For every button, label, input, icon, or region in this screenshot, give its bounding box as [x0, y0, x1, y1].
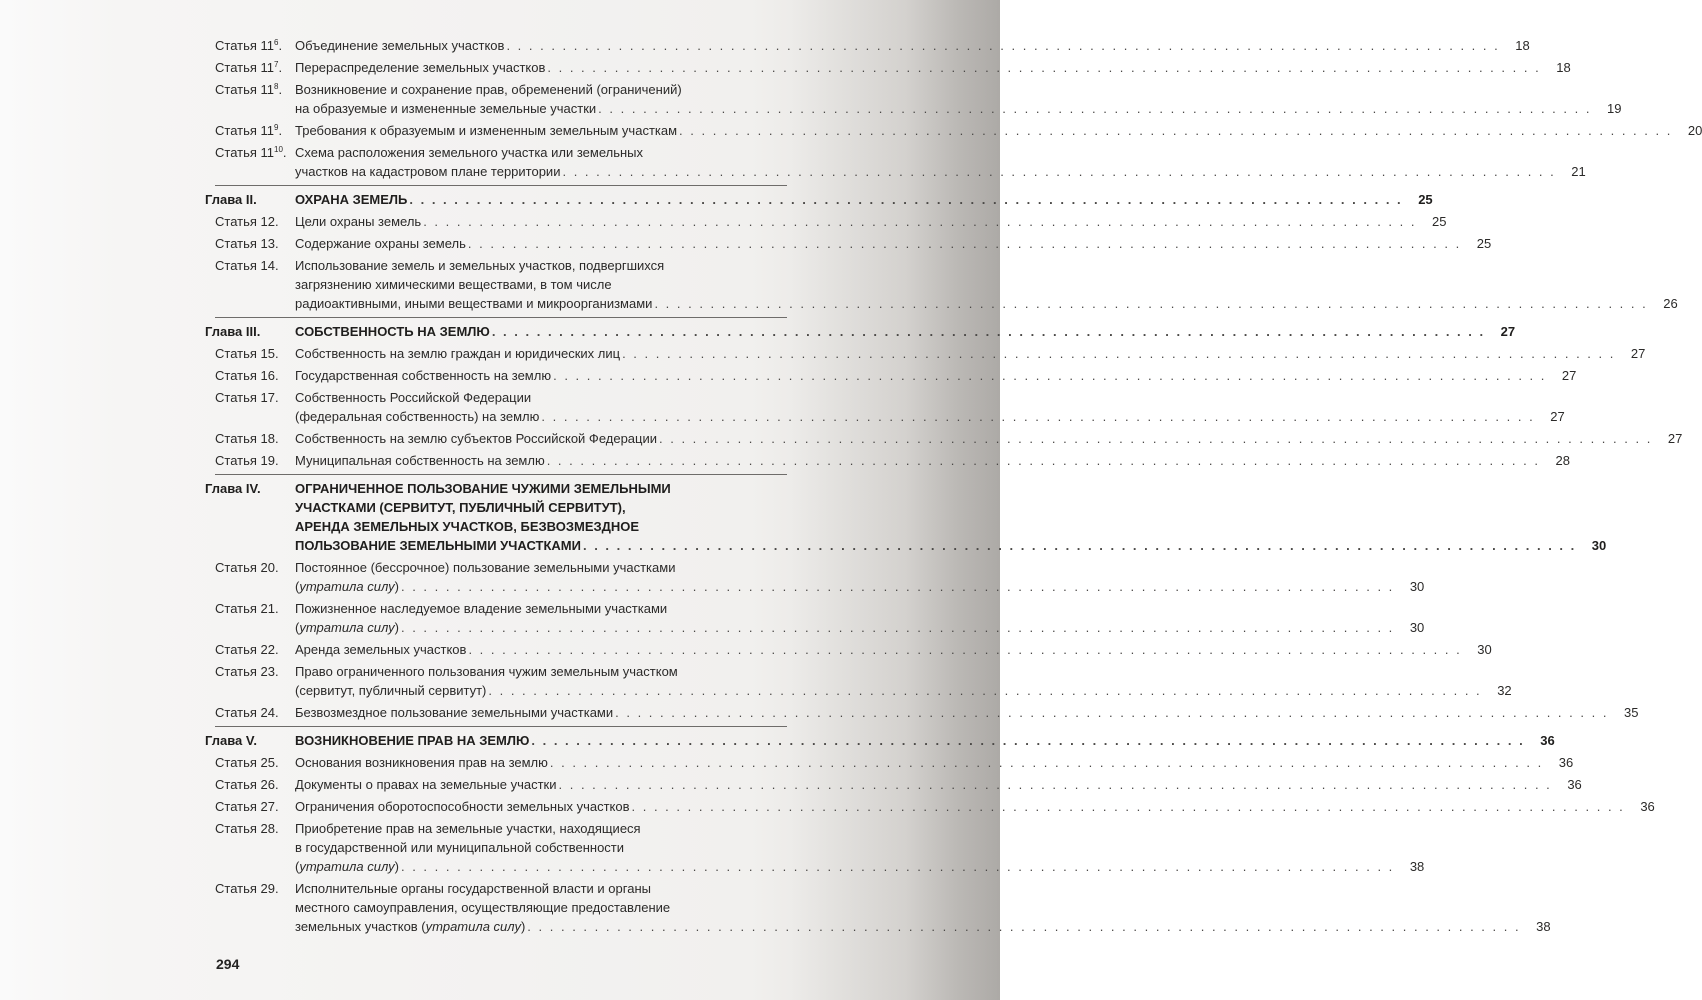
entry-title-line: Собственность на землю граждан и юридических лиц — [295, 346, 621, 361]
entry-label-superscript: 10 — [274, 145, 283, 154]
entry-page-number: 30 — [1477, 642, 1492, 657]
entry-title-line: Цели охраны земель — [295, 214, 422, 229]
toc-article[interactable] — [205, 256, 1678, 313]
toc-chapter[interactable] — [205, 731, 1555, 750]
chapter-divider — [215, 726, 787, 727]
dot-leader — [562, 162, 1555, 181]
entry-title-line: земельных участков (утратила силу) — [295, 919, 526, 934]
dot-leader — [401, 618, 1394, 637]
toc-article[interactable] — [205, 121, 1702, 140]
entry-page-number: 20 — [1687, 123, 1702, 138]
entry-page-number: 30 — [1591, 538, 1607, 553]
entry-title-line: участков на кадастровом плане территории — [295, 164, 561, 179]
entry-page-number: 27 — [1561, 368, 1577, 383]
toc-article[interactable] — [205, 753, 1574, 772]
entry-title-line: Требования к образуемым и измененным земельным участкам — [295, 123, 678, 138]
entry-title-line: загрязнению химическими веществами, в том числе — [295, 277, 612, 292]
dot-leader — [401, 577, 1394, 596]
entry-title-line: радиоактивными, иными веществами и микроорганизмами — [295, 296, 653, 311]
entry-title-line: Документы о правах на земельные участки — [295, 777, 557, 792]
dot-leader — [547, 58, 1540, 77]
entry-title-line: (утратила силу) — [295, 620, 399, 635]
toc-article[interactable] — [205, 366, 1577, 385]
entry-label: Статья 21. — [215, 601, 279, 616]
entry-label-superscript: 7 — [274, 60, 279, 69]
toc-article[interactable] — [205, 451, 1570, 470]
entry-label-superscript: 9 — [274, 123, 279, 132]
entry-title-line: Постоянное (бессрочное) пользование земельными участками — [295, 560, 676, 575]
entry-label: Статья $11^6$. — [215, 38, 283, 53]
entry-page-number: 38 — [1409, 859, 1425, 874]
repealed-note: утратила силу — [299, 859, 395, 874]
toc-article[interactable] — [205, 797, 1655, 816]
toc-article[interactable] — [205, 212, 1447, 231]
entry-page-number: 30 — [1409, 620, 1425, 635]
chapter-divider — [215, 474, 787, 475]
repealed-note: утратила силу — [425, 919, 521, 934]
entry-label: Статья 19. — [215, 453, 279, 468]
toc-article[interactable] — [205, 388, 1565, 426]
dot-leader — [423, 212, 1416, 231]
dot-leader — [553, 366, 1546, 385]
entry-page-number: 27 — [1630, 346, 1646, 361]
entry-page-number: 28 — [1555, 453, 1570, 468]
entry-title-line: Исполнительные органы государственной власти и органы — [295, 881, 651, 896]
entry-title-line: УЧАСТКАМИ (СЕРВИТУТ, ПУБЛИЧНЫЙ СЕРВИТУТ), — [295, 500, 626, 515]
entry-label: Статья 22. — [215, 642, 279, 657]
entry-label: Статья 27. — [215, 799, 279, 814]
entry-title-line: Аренда земельных участков — [295, 642, 467, 657]
toc-article[interactable] — [205, 344, 1646, 363]
entry-title-line: Ограничения оборотоспособности земельных участков — [295, 799, 630, 814]
entry-page-number: 25 — [1418, 192, 1433, 207]
entry-label: Статья $11^8$. — [215, 82, 283, 97]
entry-label: Статья 25. — [215, 755, 279, 770]
dot-leader — [409, 190, 1402, 209]
entry-title-line: местного самоуправления, осуществляющие предоставление — [295, 900, 671, 915]
entry-title-line: Содержание охраны земель — [295, 236, 466, 251]
entry-label: Статья 14. — [215, 258, 279, 273]
entry-label: Глава III. — [205, 324, 261, 339]
entry-label: Статья 23. — [215, 664, 279, 679]
toc-article[interactable] — [205, 234, 1492, 253]
entry-title-line: Объединение земельных участков — [295, 38, 505, 53]
entry-label: Статья 20. — [215, 560, 279, 575]
dot-leader — [659, 429, 1652, 448]
entry-label: Статья 17. — [215, 390, 279, 405]
dot-leader — [541, 407, 1534, 426]
entry-label: Статья 24. — [215, 705, 279, 720]
entry-title-line: Схема расположения земельного участка или земельных — [295, 145, 644, 160]
entry-page-number: 26 — [1663, 296, 1678, 311]
entry-label: Статья 26. — [215, 777, 279, 792]
entry-title-line: Приобретение прав на земельные участки, находящиеся — [295, 821, 641, 836]
entry-title-line: Основания возникновения прав на землю — [295, 755, 548, 770]
entry-title-line: ПОЛЬЗОВАНИЕ ЗЕМЕЛЬНЫМИ УЧАСТКАМИ — [295, 538, 581, 553]
entry-title-line: на образуемые и измененные земельные участки — [295, 101, 597, 116]
entry-label: Статья 28. — [215, 821, 279, 836]
entry-title-line: Возникновение и сохранение прав, обременений (ограничений) — [295, 82, 682, 97]
entry-page-number: 36 — [1540, 733, 1555, 748]
entry-page-number: 36 — [1640, 799, 1655, 814]
dot-leader — [654, 294, 1647, 313]
entry-title-line: в государственной или муниципальной собственности — [295, 840, 625, 855]
entry-label-superscript: 8 — [274, 82, 279, 91]
entry-page-number: 27 — [1500, 324, 1516, 339]
dot-leader — [679, 121, 1672, 140]
dot-leader — [632, 797, 1625, 816]
entry-title-line: Право ограниченного пользования чужим земельным участком — [295, 664, 678, 679]
chapter-divider — [215, 317, 787, 318]
dot-leader — [488, 681, 1481, 700]
toc-article[interactable] — [205, 640, 1492, 659]
entry-label: Статья 16. — [215, 368, 279, 383]
dot-leader — [550, 753, 1543, 772]
toc-article[interactable] — [205, 703, 1639, 722]
entry-page-number: 30 — [1409, 579, 1425, 594]
toc-article[interactable] — [205, 58, 1571, 77]
entry-page-number: 25 — [1432, 214, 1447, 229]
entry-title-line: ОГРАНИЧЕННОЕ ПОЛЬЗОВАНИЕ ЧУЖИМИ ЗЕМЕЛЬНЫМИ — [295, 481, 671, 496]
entry-label: Глава IV. — [205, 481, 261, 496]
entry-title-line: Использование земель и земельных участков, подвергшихся — [295, 258, 665, 273]
dot-leader — [559, 775, 1552, 794]
entry-label: Статья $11^{10}$. — [215, 145, 287, 160]
entry-label: Статья 29. — [215, 881, 279, 896]
entry-label: Глава V. — [205, 733, 257, 748]
entry-title-line: Государственная собственность на землю — [295, 368, 552, 383]
entry-title-line: АРЕНДА ЗЕМЕЛЬНЫХ УЧАСТКОВ, БЕЗВОЗМЕЗДНОЕ — [295, 519, 640, 534]
dot-leader — [583, 536, 1576, 555]
entry-page-number: 27 — [1667, 431, 1683, 446]
dot-leader — [531, 731, 1524, 750]
entry-page-number: 18 — [1515, 38, 1530, 53]
entry-page-number: 35 — [1623, 705, 1639, 720]
entry-label: Статья $11^7$. — [215, 60, 283, 75]
entry-page-number: 32 — [1497, 683, 1512, 698]
entry-page-number: 19 — [1607, 101, 1622, 116]
entry-label: Статья $11^9$. — [215, 123, 283, 138]
entry-page-number: 25 — [1476, 236, 1492, 251]
page-number: 294 — [216, 956, 240, 972]
chapter-divider — [215, 185, 787, 186]
entry-label: Статья 15. — [215, 346, 279, 361]
entry-page-number: 21 — [1571, 164, 1586, 179]
toc-article[interactable] — [205, 819, 1425, 876]
entry-title-line: (федеральная собственность) на землю — [295, 409, 540, 424]
entry-page-number: 27 — [1550, 409, 1565, 424]
entry-label: Статья 13. — [215, 236, 279, 251]
dot-leader — [598, 99, 1591, 118]
entry-label: Глава II. — [205, 192, 257, 207]
toc-chapter[interactable] — [205, 322, 1516, 341]
dot-leader — [492, 322, 1485, 341]
entry-label: Статья 12. — [215, 214, 279, 229]
dot-leader — [527, 917, 1520, 936]
entry-page-number: 36 — [1558, 755, 1574, 770]
dot-leader — [622, 344, 1615, 363]
dot-leader — [401, 857, 1394, 876]
entry-page-number: 18 — [1556, 60, 1571, 75]
toc-chapter[interactable] — [205, 479, 1607, 555]
dot-leader — [468, 640, 1461, 659]
table-of-contents — [205, 36, 1702, 939]
repealed-note: утратила силу — [299, 579, 395, 594]
entry-title-line: (сервитут, публичный сервитут) — [295, 683, 487, 698]
toc-article[interactable] — [205, 879, 1551, 936]
entry-title-line: Муниципальная собственность на землю — [295, 453, 545, 468]
entry-title-line: Собственность Российской Федерации — [295, 390, 532, 405]
toc-article[interactable] — [205, 662, 1512, 700]
entry-title-line: ВОЗНИКНОВЕНИЕ ПРАВ НА ЗЕМЛЮ — [295, 733, 530, 748]
entry-title-line: Собственность на землю субъектов Российской Федерации — [295, 431, 658, 446]
toc-chapter[interactable] — [205, 190, 1433, 209]
toc-article[interactable] — [205, 429, 1683, 448]
dot-leader — [468, 234, 1461, 253]
entry-title-line: СОБСТВЕННОСТЬ НА ЗЕМЛЮ — [295, 324, 490, 339]
dot-leader — [547, 451, 1540, 470]
toc-article[interactable] — [205, 558, 1425, 596]
entry-title-line: Перераспределение земельных участков — [295, 60, 546, 75]
entry-title-line: ОХРАНА ЗЕМЕЛЬ — [295, 192, 408, 207]
entry-title-line: Пожизненное наследуемое владение земельными участками — [295, 601, 668, 616]
entry-title-line: (утратила силу) — [295, 579, 399, 594]
toc-article[interactable] — [205, 143, 1586, 181]
entry-label-superscript: 6 — [274, 38, 279, 47]
entry-title-line: (утратила силу) — [295, 859, 399, 874]
toc-article[interactable] — [205, 36, 1530, 55]
entry-title-line: Безвозмездное пользование земельными участками — [295, 705, 614, 720]
toc-article[interactable] — [205, 775, 1582, 794]
entry-page-number: 38 — [1536, 919, 1551, 934]
entry-label: Статья 18. — [215, 431, 279, 446]
dot-leader — [615, 703, 1608, 722]
toc-article[interactable] — [205, 80, 1622, 118]
toc-article[interactable] — [205, 599, 1425, 637]
entry-page-number: 36 — [1567, 777, 1582, 792]
repealed-note: утратила силу — [299, 620, 395, 635]
dot-leader — [506, 36, 1499, 55]
